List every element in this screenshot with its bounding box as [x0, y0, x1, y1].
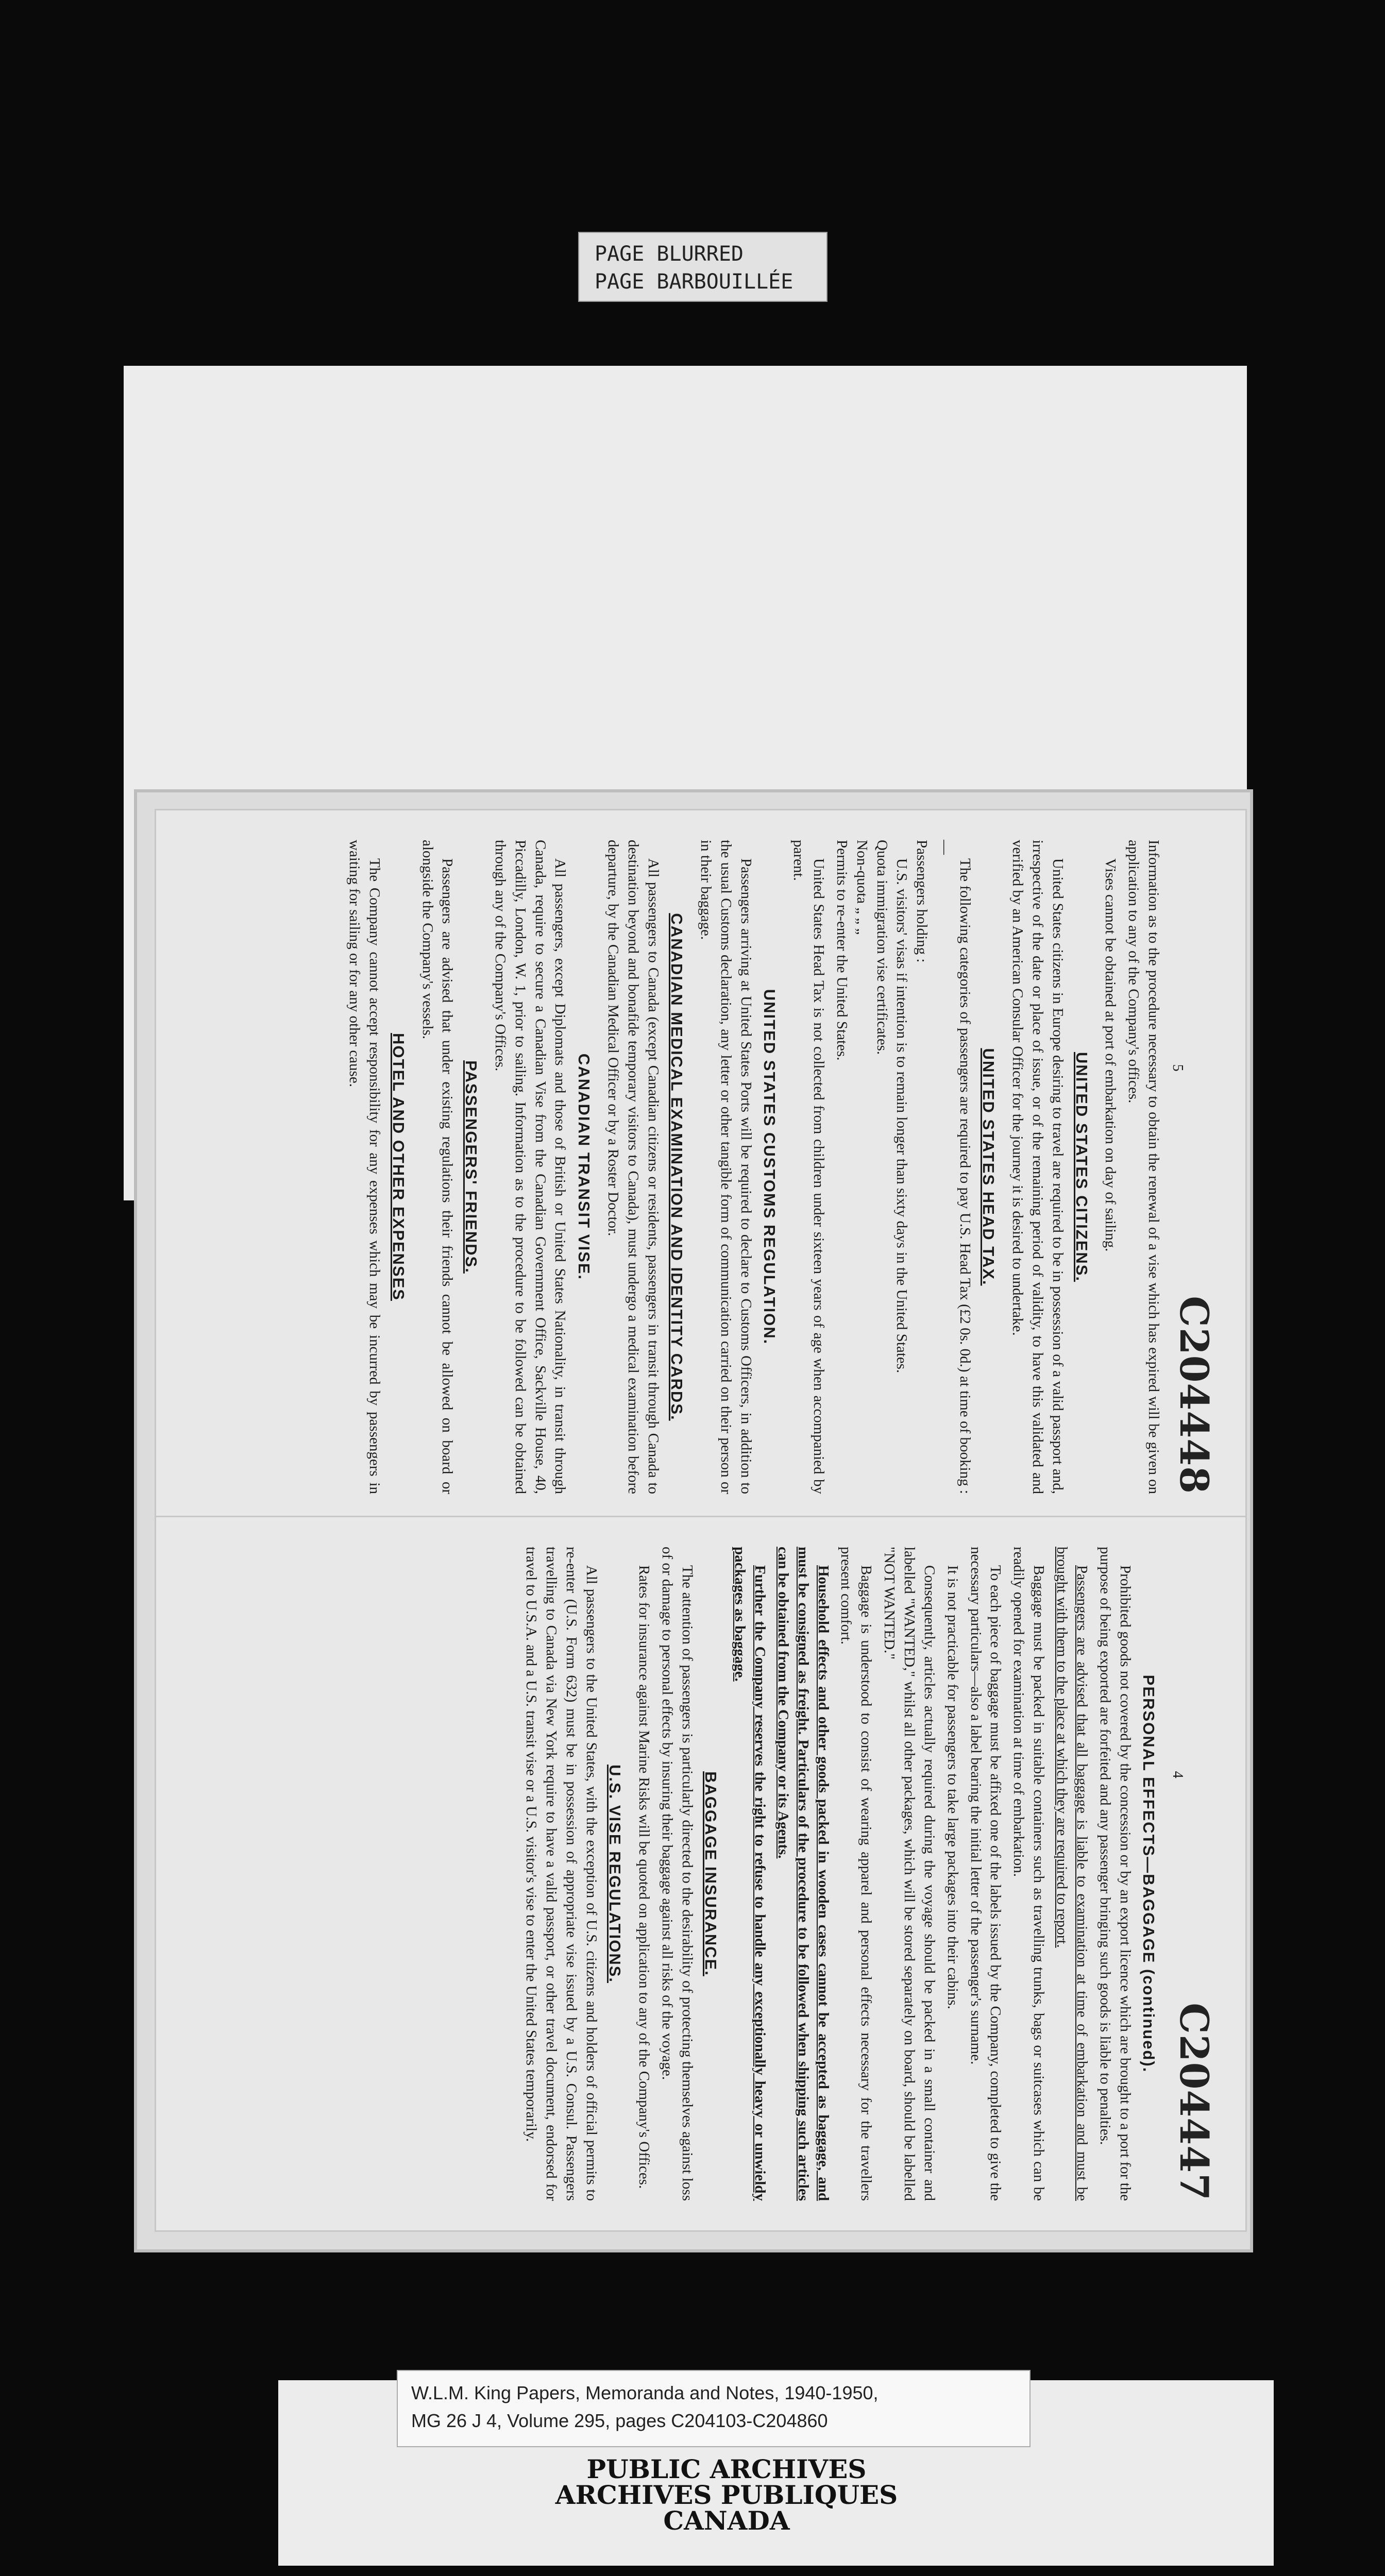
baggage-labels-text: To each piece of baggage must be affixed one of the labels issued by the Company, completed to give the necessary particulars—also a label bearing the initial letter of the passenger's surname. — [967, 1547, 1004, 2201]
head-tax-intro: The following categories of passengers are required to pay U.S. Head Tax (£2 0s. 0d.) at time of booking :— — [937, 840, 973, 1494]
hotel-text: The Company cannot accept responsibility for any expenses which may be incurred by passengers in waiting for sailing or for any other cause. — [346, 840, 383, 1494]
transit-text: All passengers, except Diplomats and those of British or United States Nationality, in transit through Canada, require to secure a Canadian Vise from the Canadian Government Office, Sackville House, 40, Piccadilly, London, W. 1, prior to sailing. Information as to the procedure to be followed can be obtained through any of the Company's Offices. — [492, 840, 569, 1494]
list-item: U.S. visitors' visas if intention is to remain longer than sixty days in the United States. — [893, 858, 910, 1374]
page-4-content — [170, 1531, 1231, 2216]
insurance-text: The attention of passengers is particularly directed to the desirability of protecting themselves against loss of or damage to personal effects by insuring their baggage against all risks of the voyage. — [658, 1547, 696, 2201]
vise-embarkation-text: Vises cannot be obtained at port of embarkation on day of sailing. — [1102, 858, 1119, 1252]
reference-line: W.L.M. King Papers, Memoranda and Notes, 1940-1950, — [411, 2382, 879, 2403]
visa-text: All passengers to the United States, with the exception of U.S. citizens and holders of official permits to re-enter (U.S. Form 632) must be in possession of appropriate vise issued by a U.S. Consul. Passengers travelling to Canada via New York require to have a valid passport, or other travel document, endorsed for travel to U.S.A. and a U.S. transit vise or a U.S. visitor's vise to enter the United States temporarily. — [523, 1547, 600, 2201]
archive-reference-label — [397, 2370, 1031, 2447]
section-title: U.S. VISE REGULATIONS. — [606, 1764, 624, 1984]
page-title: PERSONAL EFFECTS—BAGGAGE (continued). — [1140, 1674, 1158, 2073]
list-item: Quota immigration vise certificates. — [873, 840, 890, 1055]
head-tax-note: United States Head Tax is not collected from children under sixteen years of age when accompanied by parent. — [790, 840, 827, 1494]
household-effects-text: Household effects and other goods packed in wooden cases cannot be accepted as baggage, and must be consigned as freight. Particulars of the procedure to be followed when shipping such articles can be obtained from the Company or its Agents. — [774, 1547, 832, 2201]
blurred-label-en: PAGE BLURRED — [595, 242, 744, 266]
customs-text: Passengers arriving at United States Ports will be required to declare to Customs Officers, in addition to the usual Customs declaration, any letter or other tangible form of communication carried on their person or in their baggage. — [697, 840, 754, 1494]
section-title: HOTEL AND OTHER EXPENSES — [389, 1033, 408, 1301]
page-number: 4 — [1169, 1771, 1186, 1778]
friends-text: Passengers are advised that under existing regulations their friends cannot be allowed on board or alongside the Company's vessels. — [419, 840, 456, 1494]
prohibited-goods-text: Prohibited goods not covered by the concession or by an export licence which are brought to a port for the purpose of being exported are forfeited and any passenger bringing such goods is liable to penalties. — [1096, 1547, 1134, 2201]
archives-stamp — [531, 2456, 922, 2534]
serial-number: C204447 — [1171, 2003, 1217, 2201]
section-title: UNITED STATES CUSTOMS REGULATION. — [761, 989, 779, 1345]
page-5-content — [170, 824, 1231, 1510]
cabin-packages-text: It is not practicable for passengers to take large packages into their cabins. — [944, 1565, 961, 2009]
page-4 — [155, 1516, 1247, 2232]
list-item: Non-quota „ „ „ — [853, 840, 870, 935]
section-title: CANADIAN TRANSIT VISE. — [575, 1053, 593, 1281]
section-title: BAGGAGE INSURANCE. — [702, 1771, 720, 1976]
insurance-rates-text: Rates for insurance against Marine Risks will be quoted on application to any of the Company's Offices. — [636, 1565, 653, 2189]
medical-text: All passengers to Canada (except Canadian citizens or residents, passengers in transit through Canada to destination beyond and bonafide temporary visitors to Canada), must undergo a medical examination before departure, by the Canadian Medical Officer or by a Roster Doctor. — [604, 840, 662, 1494]
section-title: UNITED STATES CITIZENS. — [1072, 1052, 1091, 1282]
baggage-examination-text: Passengers are advised that all baggage is liable to examination at time of embarkation and must be brought with them to the place at which they are required to report. — [1054, 1547, 1090, 2201]
list-item: Passengers holding : — [914, 840, 931, 963]
list-item: Permits to re-enter the United States. — [833, 840, 850, 1061]
stamp-line: CANADA — [663, 2505, 790, 2536]
baggage-definition-text: Baggage is understood to consist of wearing apparel and personal effects necessary for the travellers present comfort. — [838, 1547, 875, 2201]
stamp-line: PUBLIC ARCHIVES — [586, 2454, 867, 2484]
head-tax-list — [832, 840, 932, 1494]
us-citizens-text: United States citizens in Europe desiring to travel are required to be in possession of a valid passport and, irrespective of the date or place of issue, or of the remaining period of validity, to have this validated and verified by an American Consular Officer for the journey it is desired to undertake. — [1009, 840, 1067, 1494]
reference-line: MG 26 J 4, Volume 295, pages C204103-C204860 — [411, 2410, 828, 2431]
vise-renewal-text: Information as to the procedure necessary to obtain the renewal of a vise which has expired will be given on application to any of the Company's offices. — [1125, 840, 1162, 1494]
page-blurred-label — [578, 232, 827, 302]
refuse-packages-text: Further the Company reserves the right to refuse to handle any exceptionally heavy or unwieldy packages as baggage. — [732, 1547, 769, 2201]
stamp-line: ARCHIVES PUBLIQUES — [555, 2480, 898, 2510]
page-4-header — [1168, 1547, 1220, 2201]
section-title: CANADIAN MEDICAL EXAMINATION AND IDENTITY CARDS. — [668, 913, 686, 1421]
baggage-packing-text: Baggage must be packed in suitable containers such as travelling trunks, bags or suitcases which can be readily opened for examination at time of embarkation. — [1010, 1547, 1048, 2201]
wanted-labels-text: Consequently, articles actually required during the voyage should be packed in a small container and labelled "WANTED," whilst all other packages, which will be stored separately on board, should be labelled "NOT WANTED." — [881, 1547, 938, 2201]
section-title: PASSENGERS' FRIENDS. — [462, 1060, 481, 1274]
page-5 — [155, 809, 1247, 1525]
serial-number: C204448 — [1171, 1296, 1217, 1494]
blurred-label-fr: PAGE BARBOUILLÉE — [595, 270, 793, 294]
page-5-header — [1168, 840, 1220, 1494]
section-title: UNITED STATES HEAD TAX. — [979, 1048, 998, 1286]
page-number: 5 — [1169, 1064, 1186, 1072]
